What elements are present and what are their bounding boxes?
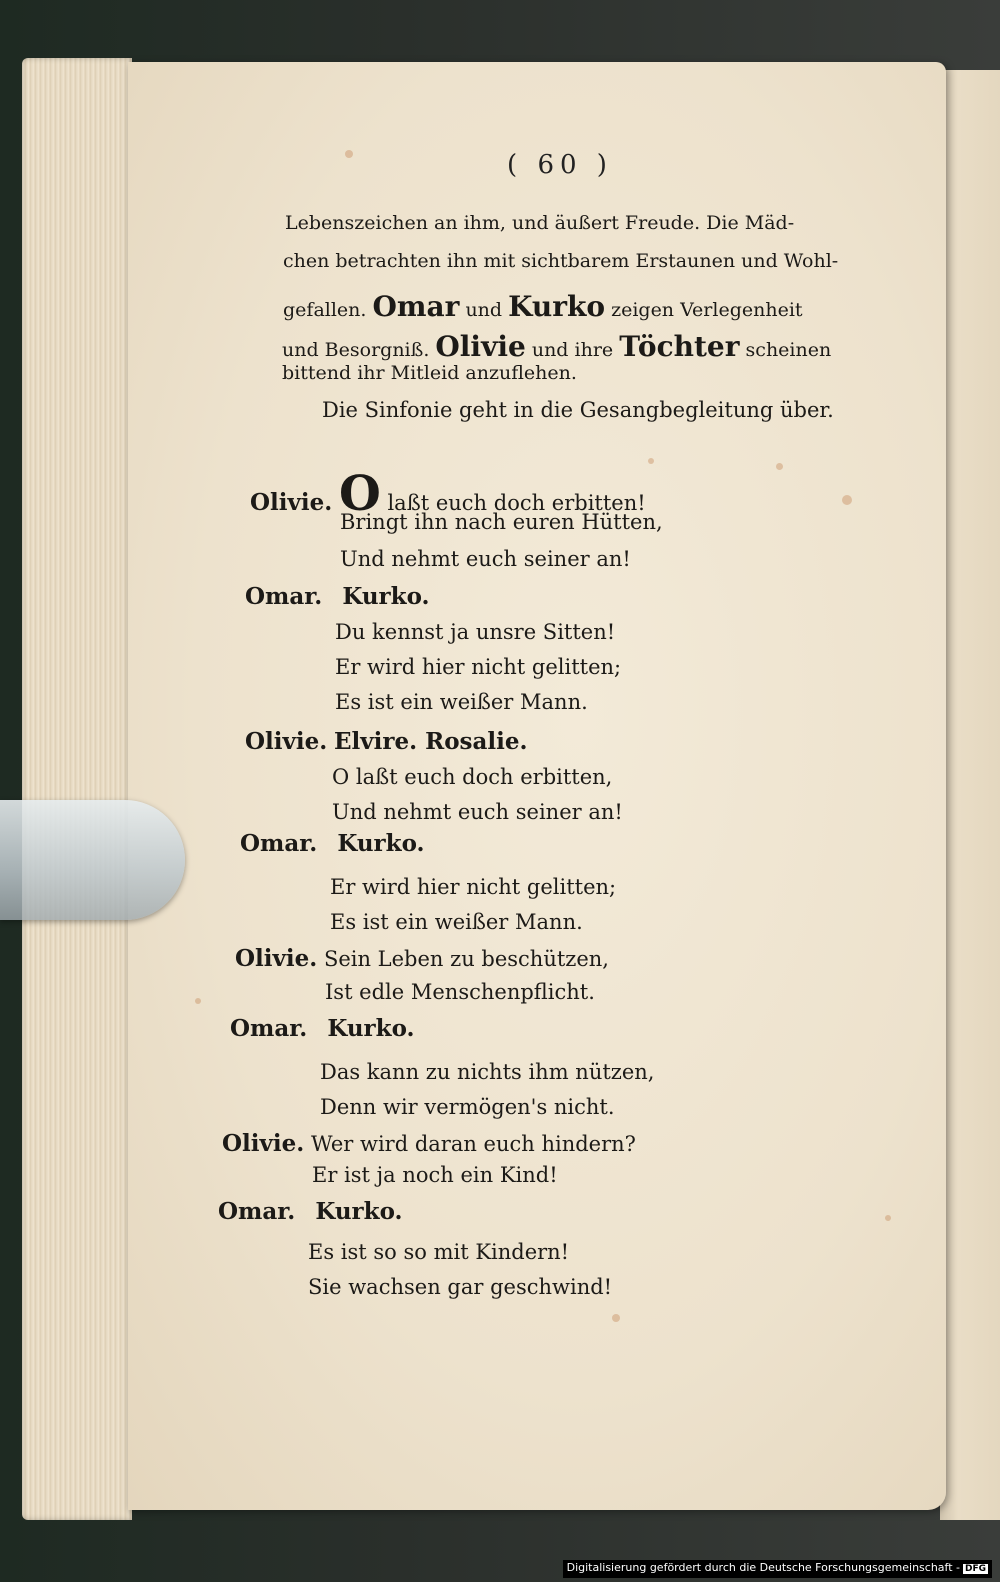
digitization-footer: [563, 1560, 992, 1578]
foxing-spot: [776, 463, 783, 470]
dialogue-line-8: [245, 728, 528, 755]
speaker: Olivie.: [245, 728, 328, 755]
dialogue-line-23: Sie wachsen gar geschwind!: [308, 1275, 613, 1299]
dialogue-line-6: Er wird hier nicht gelitten;: [335, 655, 622, 679]
dialogue-line-21: [218, 1198, 403, 1225]
speaker: Olivie.: [235, 945, 318, 972]
dialogue-line-16: [230, 1015, 415, 1042]
page-number: ( 60 ): [507, 150, 613, 180]
direction-text: gefallen.: [283, 299, 373, 321]
footer-credit: Digitalisierung gefördert durch die Deutsche Forschungsgemeinschaft -: [566, 1561, 960, 1574]
foxing-spot: [885, 1215, 891, 1221]
plastic-page-clip: [0, 800, 185, 920]
verse-text: Wer wird daran euch hindern?: [310, 1132, 636, 1156]
dialogue-line-2: Bringt ihn nach euren Hütten,: [340, 510, 663, 534]
dialogue-line-17: Das kann zu nichts ihm nützen,: [320, 1060, 655, 1084]
direction-text: chen betrachten ihn mit sichtbarem Erstaunen und Wohl-: [283, 250, 839, 272]
direction-text: und ihre: [525, 339, 620, 361]
speaker: Kurko.: [327, 1015, 415, 1042]
dialogue-line-3: Und nehmt euch seiner an!: [340, 547, 631, 571]
dialogue-line-22: Es ist so so mit Kindern!: [308, 1240, 570, 1264]
character-name: Olivie: [435, 330, 526, 363]
speaker: Olivie.: [222, 1130, 305, 1157]
foxing-spot: [842, 495, 852, 505]
speaker: Omar.: [230, 1015, 308, 1042]
stage-direction-line: [283, 290, 803, 323]
verse-text: Sein Leben zu beschützen,: [323, 947, 609, 971]
speaker: Kurko.: [342, 583, 430, 610]
stage-direction-line: [282, 330, 831, 363]
dfg-logo: DFG: [964, 1564, 986, 1574]
speaker: Omar.: [218, 1198, 296, 1225]
dialogue-line-13: Es ist ein weißer Mann.: [330, 910, 583, 934]
direction-text: bittend ihr Mitleid anzuflehen.: [282, 362, 577, 384]
stage-direction-line: [282, 362, 577, 384]
speaker: Omar.: [240, 830, 318, 857]
foxing-spot: [195, 998, 201, 1004]
dialogue-line-5: Du kennst ja unsre Sitten!: [335, 620, 616, 644]
direction-text: und Besorgniß.: [282, 339, 436, 361]
stage-direction-line: [285, 212, 794, 234]
dialogue-line-14: [235, 945, 609, 972]
dialogue-line-9: O laßt euch doch erbitten,: [332, 765, 613, 789]
direction-text: und: [459, 299, 509, 321]
dialogue-line-11: [240, 830, 425, 857]
sinfonie-line: Die Sinfonie geht in die Gesangbegleitung über.: [322, 398, 834, 422]
foxing-spot: [612, 1314, 620, 1322]
dialogue-line-10: Und nehmt euch seiner an!: [332, 800, 623, 824]
dialogue-line-20: Er ist ja noch ein Kind!: [312, 1163, 558, 1187]
drop-cap: O: [338, 466, 381, 522]
character-name: Omar: [372, 290, 460, 323]
character-name: Kurko: [508, 290, 606, 323]
speaker: Olivie.: [250, 489, 333, 516]
foxing-spot: [648, 458, 654, 464]
verse-text: laßt euch doch erbitten!: [387, 491, 646, 515]
direction-text: scheinen: [739, 339, 832, 361]
character-name: Töchter: [619, 330, 740, 363]
dialogue-line-15: Ist edle Menschenpflicht.: [325, 980, 595, 1004]
speaker: Elvire. Rosalie.: [333, 728, 528, 755]
dialogue-line-12: Er wird hier nicht gelitten;: [330, 875, 617, 899]
book-page-edges: [22, 58, 132, 1520]
dialogue-line-4: [245, 583, 430, 610]
facing-page-edge: [940, 70, 1000, 1520]
speaker: Kurko.: [337, 830, 425, 857]
direction-text: zeigen Verlegenheit: [605, 299, 803, 321]
dialogue-line-19: [222, 1130, 636, 1157]
dialogue-line-18: Denn wir vermögen's nicht.: [320, 1095, 615, 1119]
speaker: Omar.: [245, 583, 323, 610]
speaker: Kurko.: [315, 1198, 403, 1225]
foxing-spot: [345, 150, 353, 158]
direction-text: Lebenszeichen an ihm, und äußert Freude. Die Mäd-: [285, 212, 795, 234]
stage-direction-line: [283, 250, 838, 272]
dialogue-line-7: Es ist ein weißer Mann.: [335, 690, 588, 714]
